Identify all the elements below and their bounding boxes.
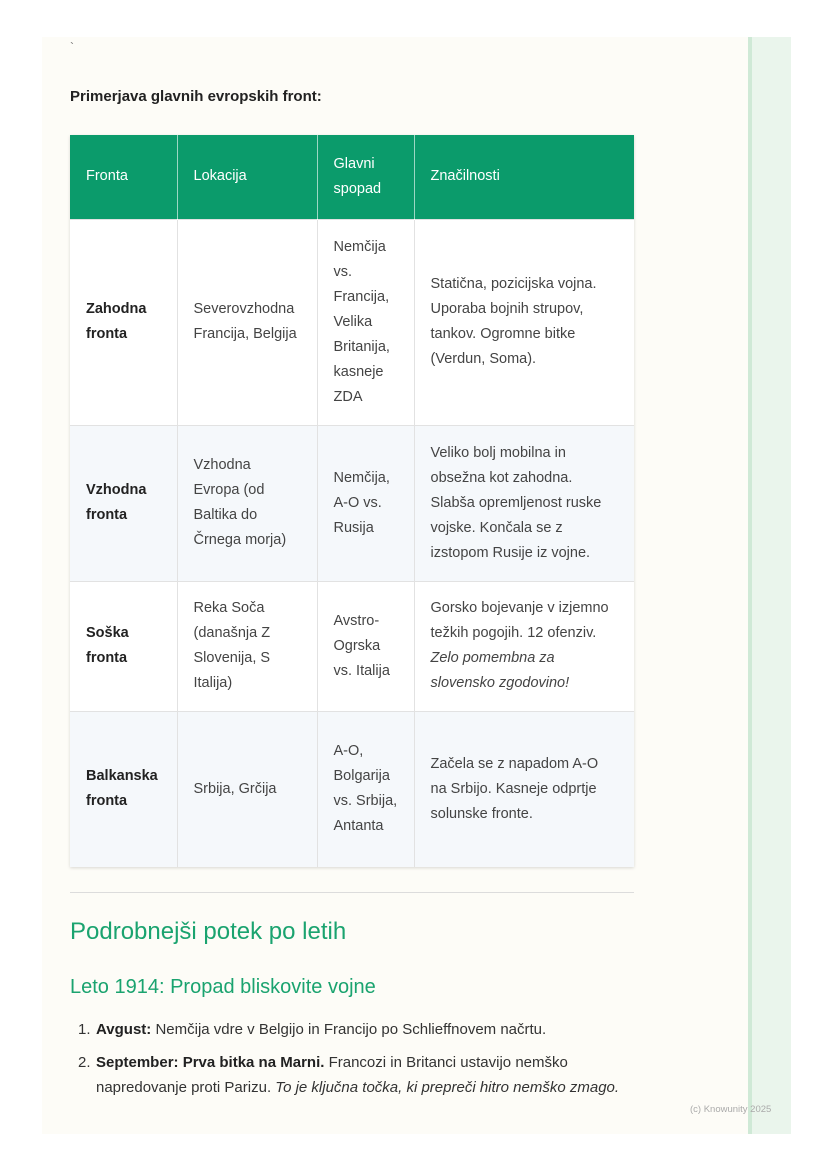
cell-spopad: Nemčija, A-O vs. Rusija <box>317 425 414 581</box>
cell-znacilnosti: Začela se z napadom A-O na Srbijo. Kasneje odprtje solunske fronte. <box>414 711 634 867</box>
header-glavni-spopad: Glavni spopad <box>317 135 414 219</box>
copyright-footer: (c) Knowunity 2025 <box>690 1104 772 1115</box>
cell-lokacija: Vzhodna Evropa (od Baltika do Črnega morja) <box>177 425 317 581</box>
cell-znacilnosti: Gorsko bojevanje v izjemno težkih pogojih. 12 ofenziv. <box>430 600 609 641</box>
events-list <box>78 1017 638 1108</box>
stray-mark: ` <box>70 40 74 54</box>
event-text: Francozi in Britanci ustavijo nemško napredovanje proti Parizu. <box>96 1054 568 1096</box>
table-intro: Primerjava glavnih evropskih front: <box>70 88 322 105</box>
event-label: Avgust: <box>96 1021 152 1038</box>
table-row <box>70 219 634 425</box>
table-row <box>70 711 634 867</box>
cell-fronta: Vzhodna fronta <box>70 425 177 581</box>
table-row <box>70 425 634 581</box>
table-header-row <box>70 135 634 219</box>
section-title: Podrobnejši potek po letih <box>70 918 347 945</box>
event-label: September: Prva bitka na Marni. <box>96 1054 325 1071</box>
list-item <box>78 1050 638 1100</box>
event-text: Nemčija vdre v Belgijo in Francijo po Schlieffnovem načrtu. <box>155 1021 547 1038</box>
list-number: 2. <box>78 1054 91 1071</box>
list-item <box>78 1017 638 1042</box>
cell-lokacija: Reka Soča (današnja Z Slovenija, S Italija) <box>177 581 317 711</box>
cell-fronta: Zahodna fronta <box>70 219 177 425</box>
cell-znacilnosti: Statična, pozicijska vojna. Uporaba bojnih strupov, tankov. Ogromne bitke (Verdun, Soma). <box>414 219 634 425</box>
section-subtitle: Leto 1914: Propad bliskovite vojne <box>70 976 376 998</box>
header-lokacija: Lokacija <box>177 135 317 219</box>
cell-spopad: Nemčija vs. Francija, Velika Britanija, kasneje ZDA <box>317 219 414 425</box>
cell-lokacija: Srbija, Grčija <box>177 711 317 867</box>
cell-spopad: A-O, Bolgarija vs. Srbija, Antanta <box>317 711 414 867</box>
side-strip <box>748 37 791 1134</box>
header-znacilnosti: Značilnosti <box>414 135 634 219</box>
list-number: 1. <box>78 1021 91 1038</box>
cell-znacilnosti: Veliko bolj mobilna in obsežna kot zahodna. Slabša opremljenost ruske vojske. Končala se z izstopom Rusije iz vojne. <box>414 425 634 581</box>
cell-fronta: Soška fronta <box>70 581 177 711</box>
cell-znacilnosti-wrap <box>414 581 634 711</box>
section-divider <box>70 892 634 893</box>
cell-spopad: Avstro-Ogrska vs. Italija <box>317 581 414 711</box>
cell-fronta: Balkanska fronta <box>70 711 177 867</box>
fronts-table <box>70 135 634 867</box>
cell-lokacija: Severovzhodna Francija, Belgija <box>177 219 317 425</box>
event-emphasis: To je ključna točka, ki prepreči hitro nemško zmago. <box>275 1079 620 1096</box>
cell-znacilnosti-emphasis: Zelo pomembna za slovensko zgodovino! <box>430 650 570 691</box>
table-row <box>70 581 634 711</box>
header-fronta: Fronta <box>70 135 177 219</box>
